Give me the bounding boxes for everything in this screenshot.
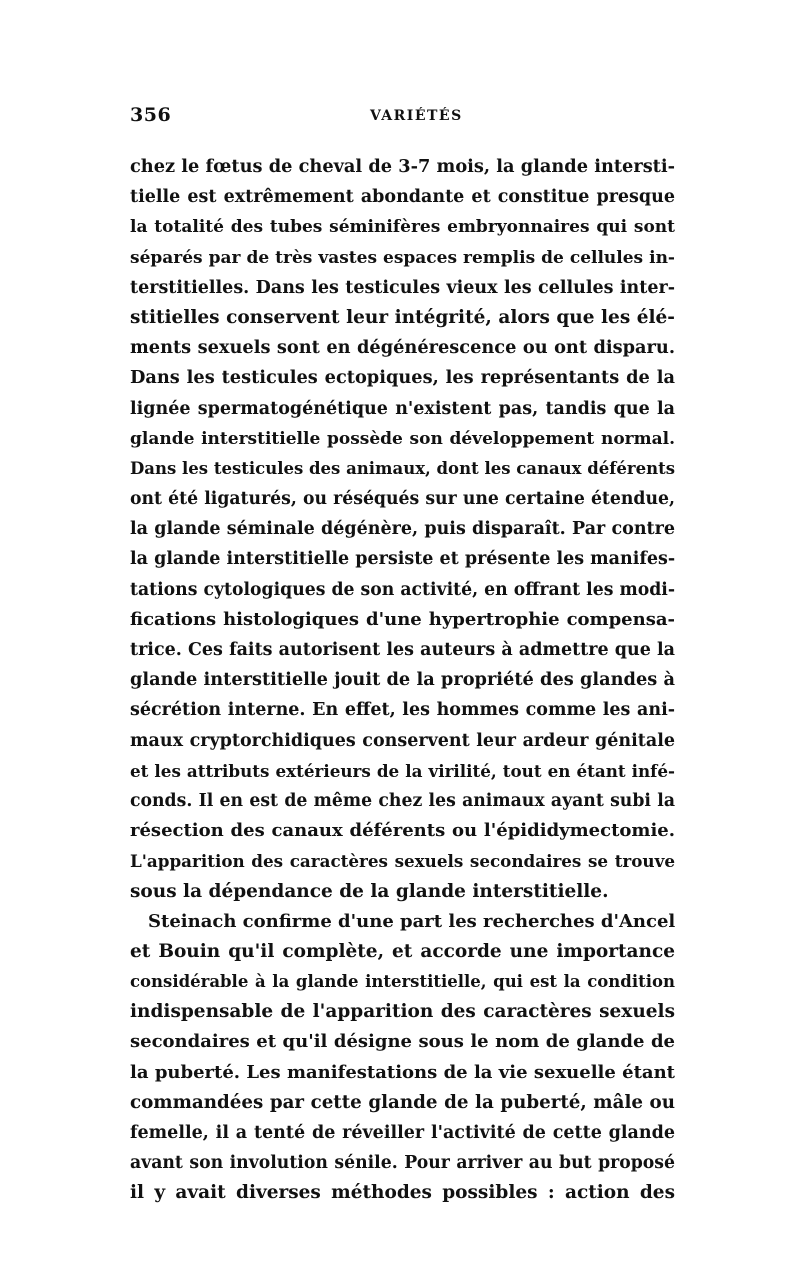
text-line: secondaires et qu'il désigne sous le nom de glande de	[130, 1031, 675, 1053]
page-number: 356	[130, 104, 172, 126]
text-line: et Bouin qu'il complète, et accorde une importance	[130, 940, 675, 962]
text-line: fications histologiques d'une hypertrophie compensa-	[130, 608, 675, 630]
text-line: indispensable de l'apparition des caractères sexuels	[130, 1001, 675, 1023]
text-line: glande interstitielle jouit de la propriété des glandes à	[130, 669, 675, 691]
text-line: sécrétion interne. En effet, les hommes comme les ani-	[130, 700, 675, 721]
text-line: il y avait diverses méthodes possibles : action des	[130, 1182, 675, 1204]
text-line: femelle, il a tenté de réveiller l'activité de cette glande	[130, 1123, 675, 1143]
text-line: avant son involution sénile. Pour arriver au but proposé	[130, 1153, 675, 1174]
text-line: glande interstitielle possède son développement normal.	[130, 428, 675, 449]
text-line: terstitielles. Dans les testicules vieux les cellules inter-	[130, 277, 675, 298]
text-line: la glande interstitielle persiste et présente les manifes-	[130, 549, 676, 570]
text-line: chez le fœtus de cheval de 3-7 mois, la glande intersti-	[130, 156, 675, 177]
text-line: commandées par cette glande de la puberté, mâle ou	[130, 1091, 675, 1113]
text-line: tielle est extrêmement abondante et constitue presque	[130, 187, 675, 208]
text-line: conds. Il en est de même chez les animaux ayant subi la	[130, 790, 675, 811]
body-text	[130, 152, 675, 1209]
paragraph-2	[130, 907, 675, 1209]
text-line: Dans les testicules des animaux, dont les canaux déférents	[130, 458, 675, 478]
running-head: VARIÉTÉS	[370, 108, 463, 124]
text-line: et les attributs extérieurs de la virilité, tout en étant infé-	[130, 760, 675, 781]
text-line: résection des canaux déférents ou l'épididymectomie.	[130, 820, 675, 842]
text-line: ments sexuels sont en dégénérescence ou ont disparu.	[130, 337, 675, 359]
text-line: trice. Ces faits autorisent les auteurs à admettre que la	[130, 640, 675, 660]
text-line: considérable à la glande interstitielle, qui est la condition	[130, 972, 675, 992]
text-line: maux cryptorchidiques conservent leur ardeur génitale	[130, 730, 675, 751]
text-line: séparés par de très vastes espaces remplis de cellules in-	[130, 247, 675, 268]
text-line: lignée spermatogénétique n'existent pas, tandis que la	[130, 398, 675, 419]
text-line: la totalité des tubes séminifères embryonnaires qui sont	[130, 217, 675, 238]
text-line: ont été ligaturés, ou réséqués sur une certaine étendue,	[130, 489, 675, 510]
paragraph-1	[130, 152, 675, 907]
text-line: la puberté. Les manifestations de la vie sexuelle étant	[130, 1061, 675, 1083]
text-line: L'apparition des caractères sexuels secondaires se trouve	[130, 851, 675, 872]
text-line: sous la dépendance de la glande interstitielle.	[130, 880, 609, 902]
text-line: Steinach confirme d'une part les recherches d'Ancel	[148, 910, 676, 932]
text-line: Dans les testicules ectopiques, les représentants de la	[130, 367, 675, 389]
text-line: la glande séminale dégénère, puis disparaît. Par contre	[130, 519, 675, 540]
text-line: tations cytologiques de son activité, en offrant les modi-	[130, 579, 675, 600]
page-header	[130, 104, 675, 134]
text-line: stitielles conservent leur intégrité, alors que les élé-	[130, 306, 675, 328]
